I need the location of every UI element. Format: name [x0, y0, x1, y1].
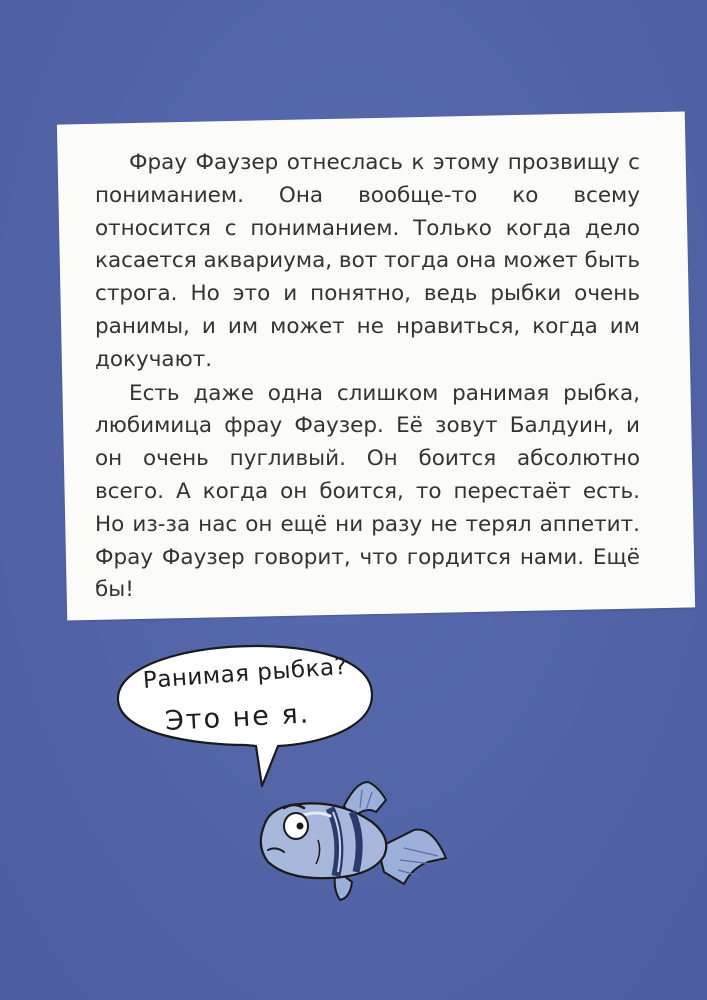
bubble-question: Ранимая рыбка? — [142, 653, 349, 694]
bubble-answer: Это не я. — [164, 698, 311, 737]
paragraph-1: Фрау Фаузер отнеслась к этому прозвищу с пониманием. Она вообще-то ко всему относится с пониманием. Только когда дело касается аквариума, вот тогда она может быть строга. Но это и понятно, ведь рыбки очень ранимы, и им может не нравиться, когда им докучают. — [95, 150, 640, 372]
fish-icon — [261, 782, 446, 900]
paragraph-2: Есть даже одна слишком ранимая рыбка, любимица фрау Фаузер. Её зовут Балдуин, и он очень пугливый. Он боится абсолютно всего. А когда он боится, то перестаёт есть. Но из-за нас он ещё ни разу не терял аппетит. Фрау Фаузер говорит, что гордится нами. Ещё бы! — [95, 380, 640, 603]
